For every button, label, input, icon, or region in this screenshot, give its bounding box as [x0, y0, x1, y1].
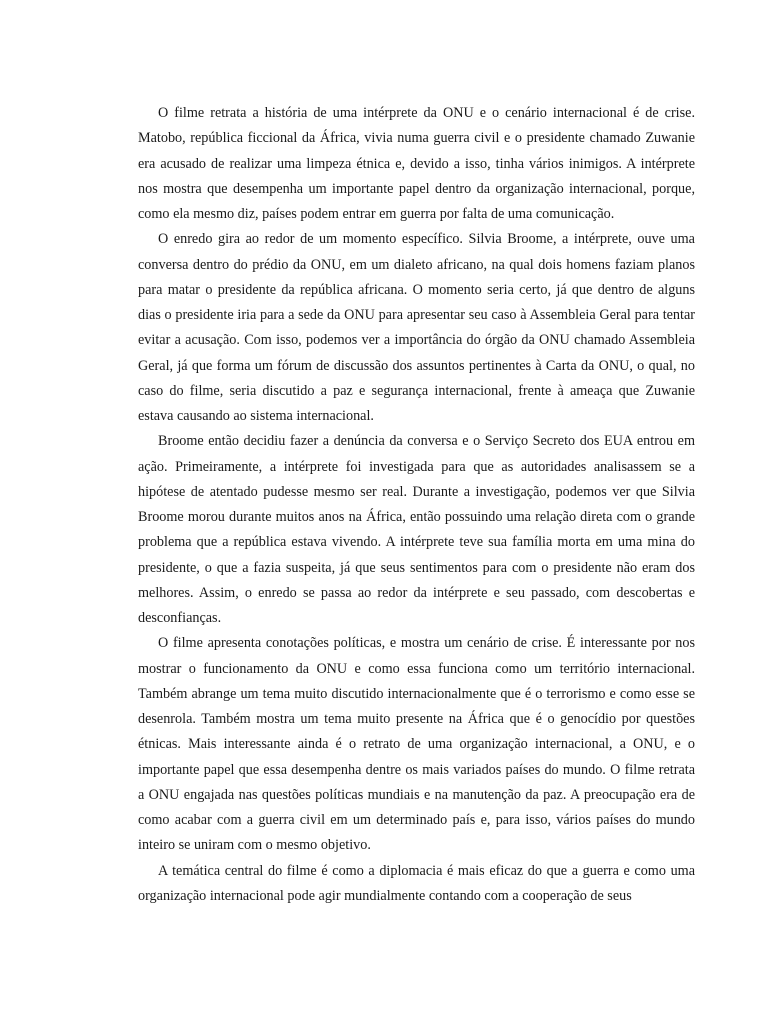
paragraph-1: O filme retrata a história de uma intérprete da ONU e o cenário internacional é de crise. Matobo, república ficcional da África, vivia numa guerra civil e o presidente chamado Zuwanie era acusado de realizar uma limpeza étnica e, devido a isso, tinha vários inimigos. A intérprete nos mostra que desempenha um importante papel dentro da organização internacional, porque, como ela mesmo diz, países podem entrar em guerra por falta de uma comunicação. [138, 105, 695, 222]
paragraph-3: Broome então decidiu fazer a denúncia da conversa e o Serviço Secreto dos EUA entrou em ação. Primeiramente, a intérprete foi investigada para que as autoridades analisassem se a hipótese de atentado pudesse mesmo ser real. Durante a investigação, podemos ver que Silvia Broome morou durante muitos anos na África, então possuindo uma relação direta com o grande problema que a república estava vivendo. A intérprete teve sua família morta em uma mina do presidente, o que a fazia suspeita, já que seus sentimentos para com o presidente não eram dos melhores. Assim, o enredo se passa ao redor da intérprete e seu passado, com descobertas e desconfianças. [138, 433, 695, 626]
document-body [138, 101, 695, 909]
paragraph-5: A temática central do filme é como a diplomacia é mais eficaz do que a guerra e como uma organização internacional pode agir mundialmente contando com a cooperação de seus [138, 862, 695, 904]
paragraph-4: O filme apresenta conotações políticas, e mostra um cenário de crise. É interessante por nos mostrar o funcionamento da ONU e como essa funciona como um território internacional. Também abrange um tema muito discutido internacionalmente que é o terrorismo e como esse se desenrola. Também mostra um tema muito presente na África que é o genocídio por questões étnicas. Mais interessante ainda é o retrato de uma organização internacional, a ONU, e o importante papel que essa desempenha dentre os mais variados países do mundo. O filme retrata a ONU engajada nas questões políticas mundiais e na manutenção da paz. A preocupação era de como acabar com a guerra civil em um determinado país e, para isso, vários países do mundo inteiro se uniram com o mesmo objetivo. [138, 635, 695, 854]
paragraph-2: O enredo gira ao redor de um momento específico. Silvia Broome, a intérprete, ouve uma conversa dentro do prédio da ONU, em um dialeto africano, na qual dois homens faziam planos para matar o presidente da república africana. O momento seria certo, já que dentro de alguns dias o presidente iria para a sede da ONU para apresentar seu caso à Assembleia Geral para tentar evitar a acusação. Com isso, podemos ver a importância do órgão da ONU chamado Assembleia Geral, já que forma um fórum de discussão dos assuntos pertinentes à Carta da ONU, o qual, no caso do filme, seria discutido a paz e segurança internacional, frente à ameaça que Zuwanie estava causando ao sistema internacional. [138, 231, 695, 424]
